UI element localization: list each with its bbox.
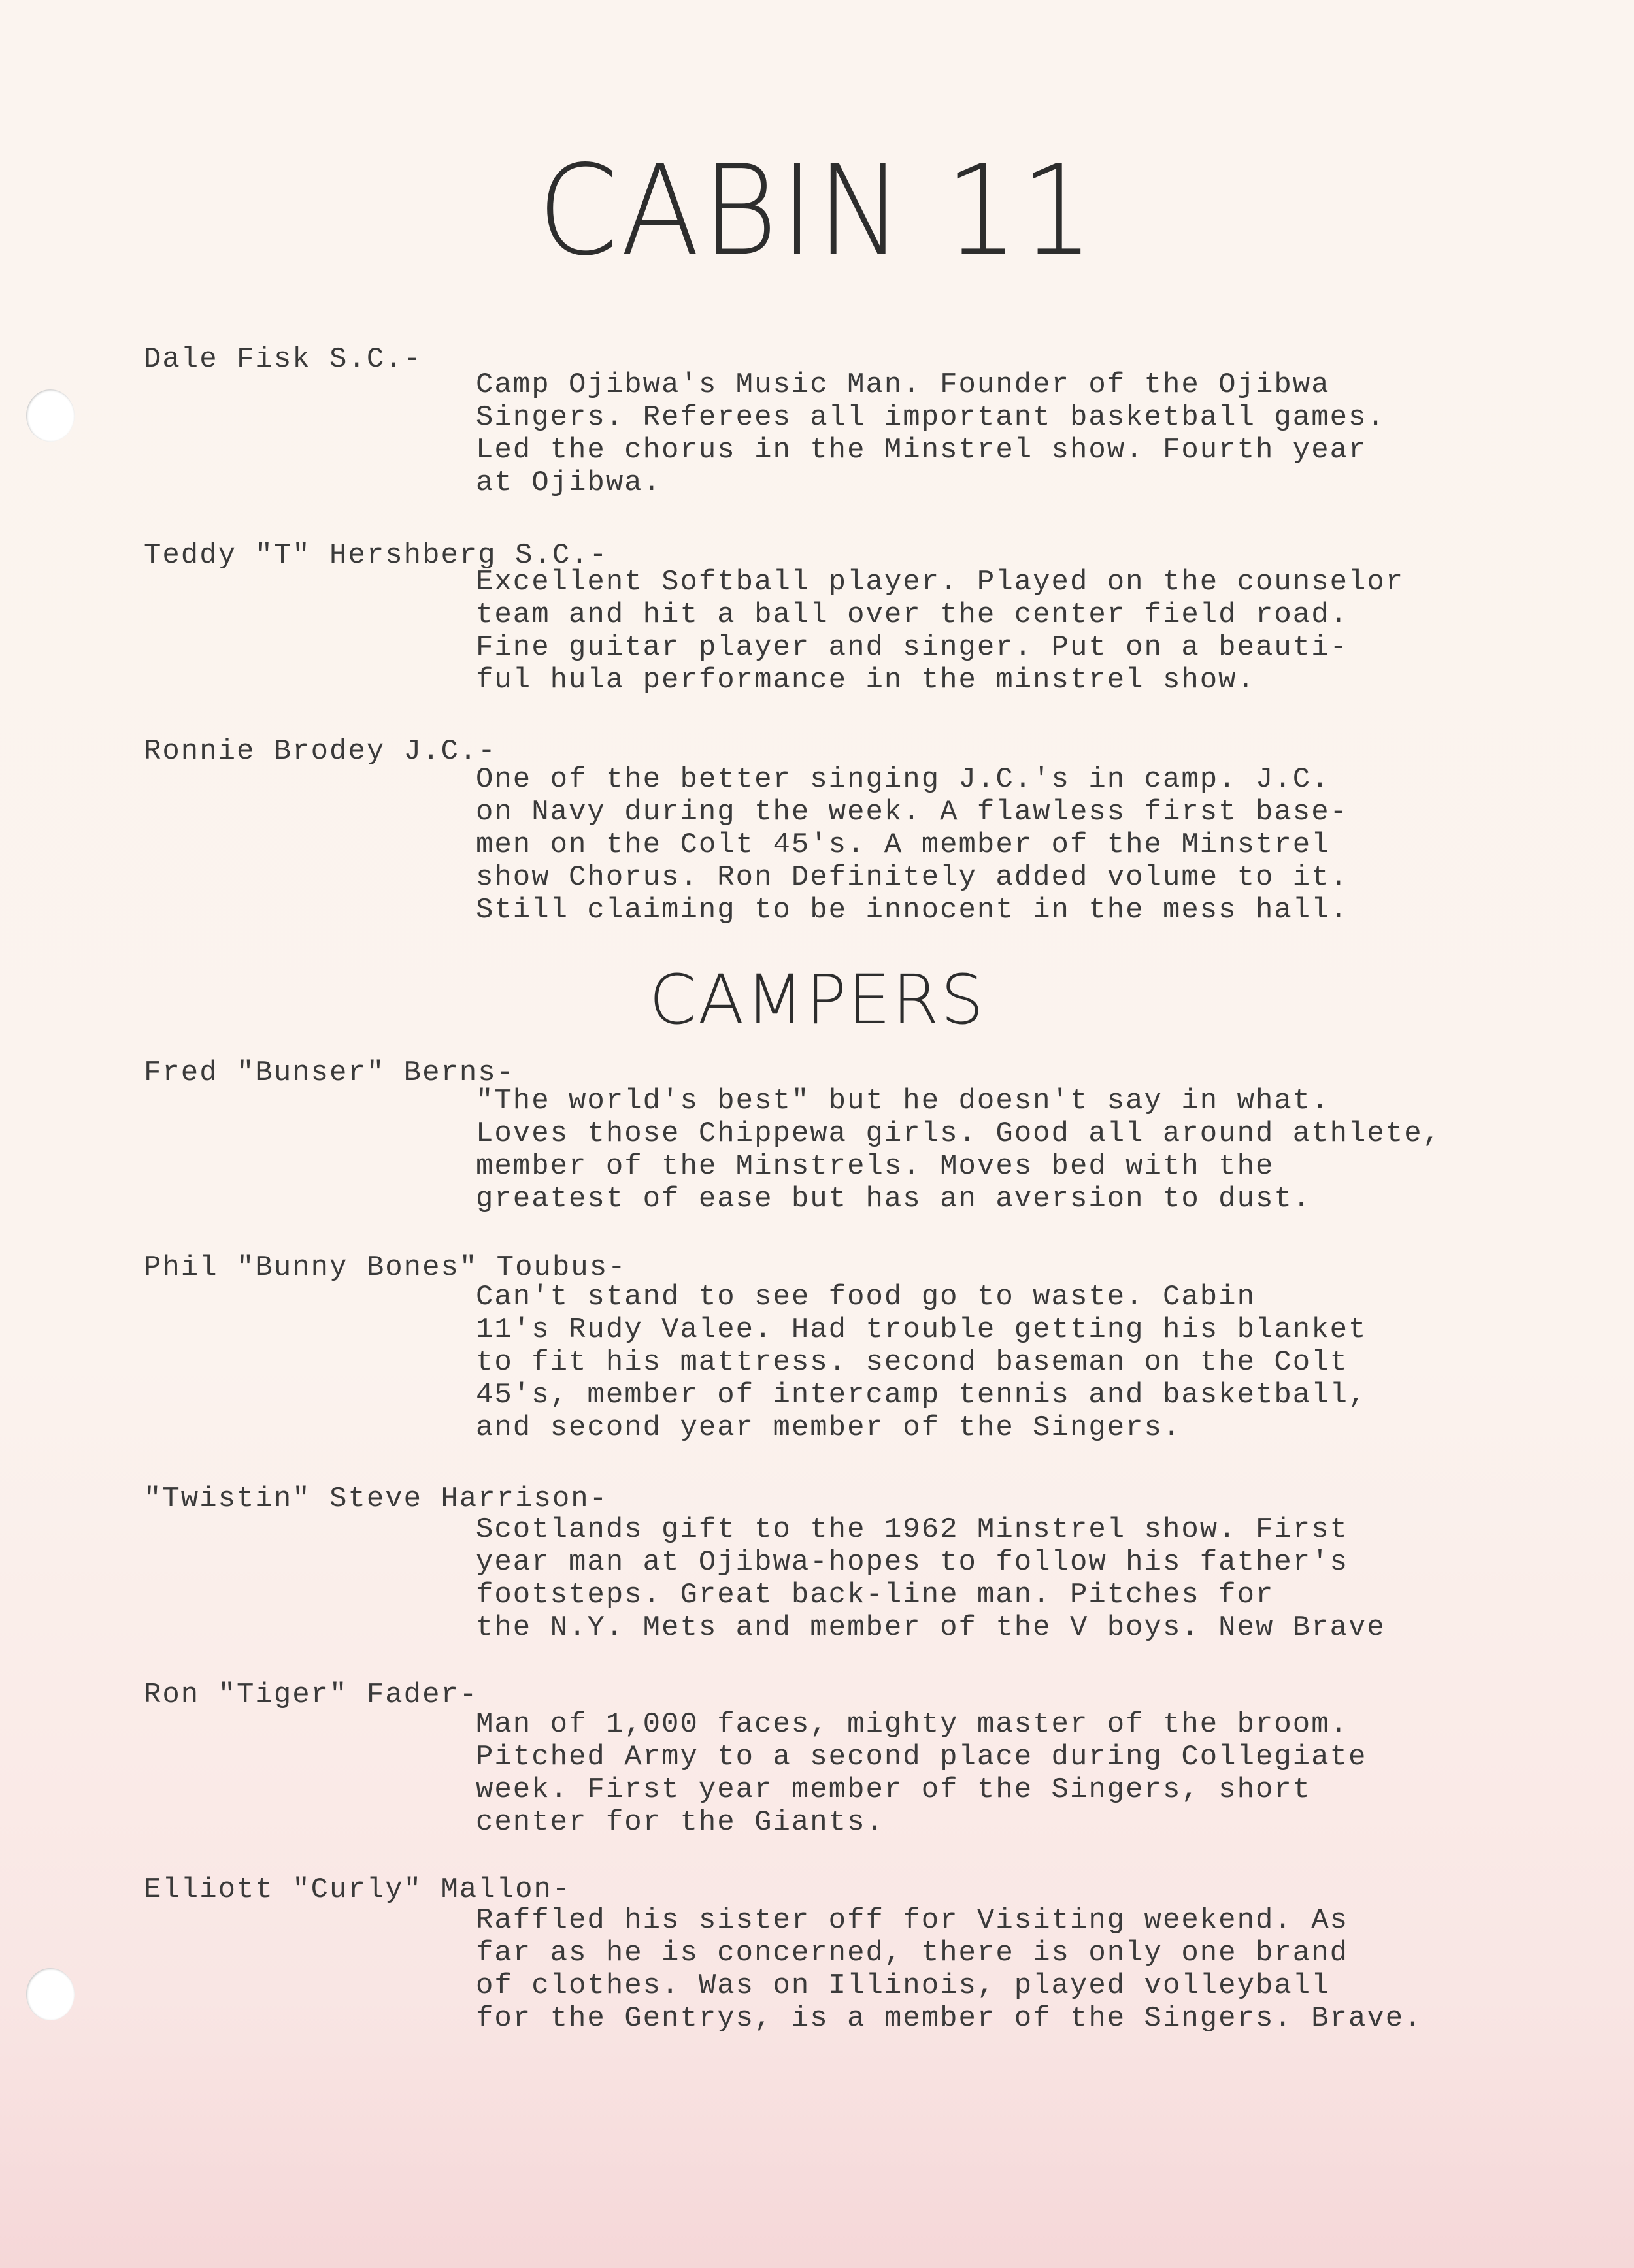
entry-name: Ronnie Brodey J.C.- xyxy=(144,735,497,768)
entry-description: Raffled his sister off for Visiting weekend. As far as he is concerned, there is only one brand of clothes. Was on Illinois, played volleyball for the Gentrys, is a member of the Singers. Brave. xyxy=(476,1904,1423,2035)
entry-description: Camp Ojibwa's Music Man. Founder of the Ojibwa Singers. Referees all important basketball games. Led the chorus in the Minstrel show. Fourth year at Ojibwa. xyxy=(476,369,1386,499)
page-title: CABIN 11 xyxy=(537,139,1097,283)
campers-heading: CAMPERS xyxy=(648,960,986,1040)
entry-name: Ron "Tiger" Fader- xyxy=(144,1679,478,1711)
entry-name: Fred "Bunser" Berns- xyxy=(144,1057,516,1089)
entry-description: Man of 1,000 faces, mighty master of the broom. Pitched Army to a second place during Collegiate week. First year member of the Singers, short center for the Giants. xyxy=(476,1708,1367,1839)
entry-name: Phil "Bunny Bones" Toubus- xyxy=(144,1251,627,1284)
punch-hole-bottom xyxy=(26,1968,75,2020)
entry-name: Elliott "Curly" Mallon- xyxy=(144,1873,571,1906)
entry-description: One of the better singing J.C.'s in camp. J.C. on Navy during the week. A flawless first base- men on the Colt 45's. A member of the Minstrel show Chorus. Ron Definitely added volume to it. Still claiming to be innocent in the mess hall. xyxy=(476,763,1349,927)
entry-name: Dale Fisk S.C.- xyxy=(144,343,423,376)
entry-description: Can't stand to see food go to waste. Cabin 11's Rudy Valee. Had trouble getting his blanket to fit his mattress. second baseman on the Colt 45's, member of intercamp tennis and basketball, and second year member of the Singers. xyxy=(476,1281,1367,1444)
entry-name: "Twistin" Steve Harrison- xyxy=(144,1483,609,1515)
punch-hole-top xyxy=(26,389,75,442)
entry-description: Scotlands gift to the 1962 Minstrel show. First year man at Ojibwa-hopes to follow his father's footsteps. Great back-line man. Pitches for the N.Y. Mets and member of the V boys. New Brave xyxy=(476,1513,1386,1644)
entry-description: "The world's best" but he doesn't say in what. Loves those Chippewa girls. Good all around athlete, member of the Minstrels. Moves bed with the greatest of ease but has an aversion to dust. xyxy=(476,1085,1442,1215)
entry-name: Teddy "T" Hershberg S.C.- xyxy=(144,539,609,572)
entry-description: Excellent Softball player. Played on the counselor team and hit a ball over the center field road. Fine guitar player and singer. Put on a beauti- ful hula performance in the minstrel show. xyxy=(476,566,1405,697)
